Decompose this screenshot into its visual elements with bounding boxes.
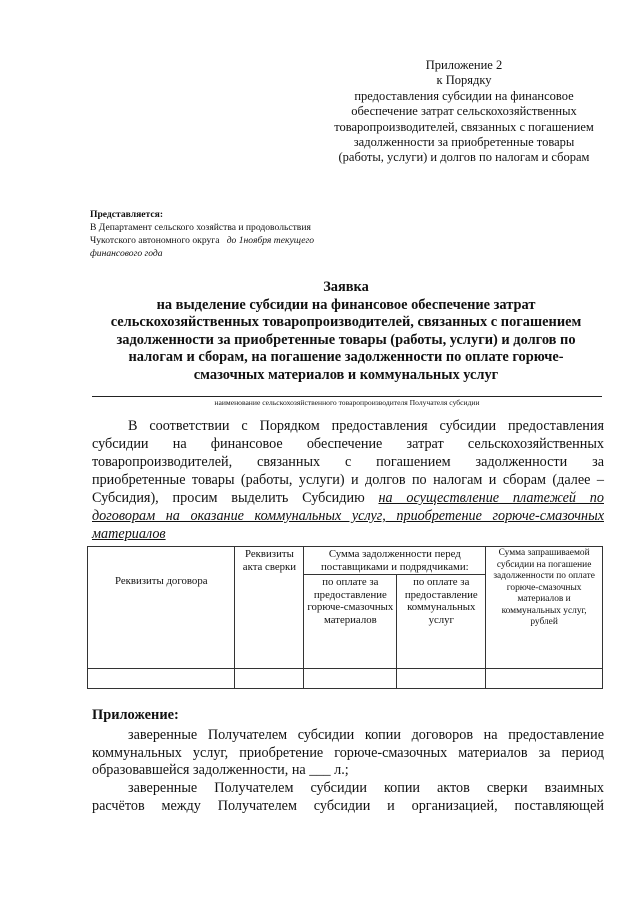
paragraph-line: В соответствии с Порядком предоставления субсидии предоставления (128, 418, 604, 434)
attachment-line: образовавшейся задолженности, на ___ л.; (92, 762, 349, 779)
paragraph-text: Субсидия), просим выделить Субсидию (92, 490, 365, 506)
submitted-text: Чукотского автономного округа (90, 235, 220, 246)
paragraph-line: субсидии на финансовое обеспечение затрат сельскохозяйственных (92, 436, 604, 452)
appendix-header (318, 58, 610, 166)
table-cell[interactable] (304, 669, 397, 689)
appendix-line: обеспечение затрат сельскохозяйственных (351, 104, 577, 119)
title-line: задолженности за приобретенные товары (работы, услуги) и долгов по (116, 331, 576, 348)
header-debt-group: Сумма задолженности перед поставщиками и подрядчиками: (304, 547, 486, 575)
attachments-list (92, 727, 604, 816)
attachment-line: расчётов между Получателем субсидии и организацией, поставляющей (92, 797, 604, 814)
appendix-line: Приложение 2 (425, 58, 503, 72)
table-header-row (88, 547, 603, 575)
applicant-name-caption: наименование сельскохозяйственного товаропроизводителя Получателя субсидии (214, 398, 480, 407)
paragraph-line (92, 489, 604, 507)
submitted-heading: Представляется: (90, 209, 164, 220)
appendix-line: (работы, услуги) и долгов по налогам и сборам (338, 150, 590, 165)
paragraph-purpose: на осуществление платежей по (378, 490, 604, 506)
table-row (88, 669, 603, 689)
table-cell[interactable] (235, 669, 304, 689)
paragraph-purpose: материалов (92, 526, 166, 542)
applicant-name-field (92, 396, 602, 397)
title-line: Заявка (323, 279, 369, 295)
attachment-line: заверенные Получателем субсидии копии актов сверки взаимных (128, 780, 604, 797)
table-cell[interactable] (397, 669, 486, 689)
request-paragraph (92, 417, 604, 543)
attachment-line: коммунальных услуг, приобретение горюче-смазочных материалов за период (92, 744, 604, 761)
appendix-line: задолженности за приобретенные товары (353, 135, 575, 150)
submitted-line (90, 247, 380, 260)
table-cell[interactable] (486, 669, 603, 689)
title-line: налогам и сборам, на погашение задолженности по оплате горюче- (128, 349, 564, 365)
submitted-line (90, 234, 380, 247)
appendix-line: товаропроизводителей, связанных с погашением (334, 119, 594, 134)
appendix-line: к Порядку (436, 73, 492, 88)
submitted-line: В Департамент сельского хозяйства и продовольствия (90, 222, 311, 233)
paragraph-line (92, 525, 604, 543)
submitted-deadline: до 1ноября текущего (226, 235, 314, 246)
appendix-line: предоставления субсидии на финансовое (354, 88, 574, 103)
header-requested-amount: Сумма запрашиваемой субсидии на погашение задолженности по оплате горюче-смазочных материалов и коммунальных услуг, рублей (486, 547, 603, 669)
header-act: Реквизиты акта сверки (235, 547, 304, 669)
submitted-to-block (90, 208, 380, 260)
document-title (88, 279, 604, 384)
requisites-table (87, 546, 603, 689)
attachment-line: заверенные Получателем субсидии копии договоров на предоставление (128, 727, 604, 743)
title-line: сельскохозяйственных товаропроизводителей, связанных с погашением (110, 314, 582, 330)
paragraph-line: приобретенные товары (работы, услуги) и долгов по налогам и сборам (далее – (92, 472, 604, 488)
table-cell[interactable] (88, 669, 235, 689)
paragraph-purpose: договорам на оказание коммунальных услуг, приобретение горюче-смазочных (92, 508, 604, 524)
header-contract: Реквизиты договора (88, 547, 235, 669)
title-line: смазочных материалов и коммунальных услуг (193, 366, 499, 383)
header-fuel-debt: по оплате за предоставление горюче-смазочных материалов (304, 575, 397, 669)
submitted-deadline: финансового года (90, 248, 163, 259)
header-utilities-debt: по оплате за предоставление коммунальных услуг (397, 575, 486, 669)
attachments-heading: Приложение: (92, 707, 179, 723)
paragraph-line (92, 507, 604, 525)
paragraph-line: товаропроизводителей, связанных с погашением задолженности за (92, 454, 604, 470)
title-line: на выделение субсидии на финансовое обеспечение затрат (156, 296, 536, 313)
